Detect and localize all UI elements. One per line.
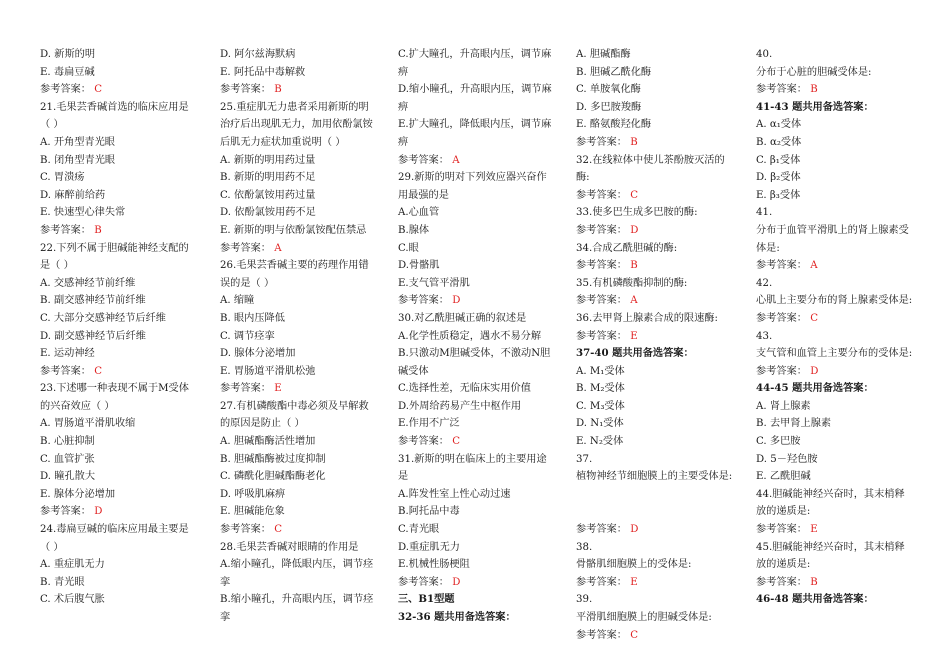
- question-text-line: B.阿托品中毒: [398, 506, 460, 518]
- section-heading: 44-45 题共用备选答案：: [756, 382, 874, 395]
- answer-value: D: [630, 524, 639, 536]
- question-text-line: D. N₁受体: [576, 418, 624, 430]
- question-text-line: 36.去甲肾上腺素合成的限速酶:: [576, 312, 718, 324]
- answer-line: [576, 328, 744, 346]
- answer-line: [398, 574, 566, 592]
- answer-label: 参考答案：: [576, 295, 627, 307]
- question-text-line: 是: [398, 471, 409, 483]
- blank-line: [576, 503, 744, 521]
- answer-label: 参考答案：: [40, 365, 91, 377]
- question-text-line: B. 去甲肾上腺素: [756, 418, 832, 430]
- question-text-line: 心肌上主要分布的肾上腺素受体是:: [756, 295, 913, 307]
- answer-label: 参考答案：: [40, 84, 91, 96]
- question-text-line: 酶:: [576, 172, 590, 184]
- question-text-line: 28.毛果芸香碱对眼睛的作用是: [220, 541, 359, 553]
- question-text-line: 后肌无力症状加重说明（ ）: [220, 136, 346, 148]
- question-text-line: 挛: [220, 612, 231, 623]
- question-text-line: B. 副交感神经节前纤维: [40, 295, 146, 307]
- question-text-line: 34.合成乙酰胆碱的酶:: [576, 242, 678, 254]
- answer-line: [576, 521, 744, 539]
- section-heading: 37-40 题共用备选答案：: [576, 347, 694, 360]
- question-text-line: D. 呼吸肌麻痹: [220, 488, 286, 500]
- answer-line: [756, 363, 928, 381]
- question-text-line: 25.重症肌无力患者采用新斯的明: [220, 101, 369, 113]
- text-column-5: [756, 46, 928, 609]
- question-text-line: 44.胆碱能神经兴奋时，其末梢释: [756, 488, 905, 500]
- answer-label: 参考答案：: [398, 576, 449, 588]
- answer-label: 参考答案：: [576, 629, 627, 641]
- question-text-line: E. N₂受体: [576, 436, 624, 448]
- question-text-line: 植物神经节细胞膜上的主要受体是:: [576, 471, 733, 483]
- question-text-line: B. 新斯的明用药不足: [220, 172, 316, 184]
- question-text-line: 平滑肌细胞膜上的胆碱受体是:: [576, 612, 712, 623]
- question-text-line: D. 新斯的明: [40, 49, 96, 60]
- question-text-line: 误的是（ ）: [220, 277, 275, 289]
- question-text-line: 23.下述哪一种表现不属于M受体: [40, 383, 189, 395]
- question-text-line: E. 酪氨酸羟化酶: [576, 119, 652, 131]
- section-heading: 三、B1型题: [398, 593, 455, 606]
- question-text-line: E. 腺体分泌增加: [40, 488, 116, 500]
- question-text-line: D. β₂受体: [756, 172, 801, 184]
- question-text-line: 痹: [398, 101, 409, 113]
- answer-line: [756, 521, 928, 539]
- question-text-line: 27.有机磷酸酯中毒必须及早解救: [220, 400, 369, 412]
- answer-line: [576, 257, 744, 275]
- question-text-line: B.只激动M胆碱受体，不激动N胆: [398, 348, 551, 360]
- text-column-1: [40, 46, 208, 609]
- answer-label: 参考答案：: [756, 524, 807, 536]
- answer-label: 参考答案：: [576, 260, 627, 272]
- question-text-line: 体是:: [756, 242, 780, 254]
- question-text-line: 分布于血管平滑肌上的肾上腺素受: [756, 224, 909, 236]
- answer-value: E: [630, 576, 638, 588]
- question-text-line: 骨骼肌细胞膜上的受体是:: [576, 559, 692, 571]
- answer-label: 参考答案：: [220, 84, 271, 96]
- question-text-line: E.机械性肠梗阻: [398, 559, 470, 571]
- answer-value: B: [94, 224, 102, 236]
- question-text-line: 用最强的是: [398, 189, 449, 201]
- answer-value: B: [810, 84, 818, 96]
- question-text-line: 33.使多巴生成多巴胺的酶:: [576, 207, 698, 219]
- question-text-line: C.扩大瞳孔，升高眼内压，调节麻: [398, 49, 552, 60]
- question-text-line: D.骨骼肌: [398, 260, 440, 272]
- question-text-line: E. 胆碱能危象: [220, 506, 285, 518]
- answer-value: C: [630, 629, 638, 641]
- answer-label: 参考答案：: [220, 383, 271, 395]
- answer-line: [576, 187, 744, 205]
- question-text-line: D. 瞳孔散大: [40, 471, 96, 483]
- text-column-3: [398, 46, 566, 627]
- blank-line: [576, 486, 744, 504]
- question-text-line: D. 依酚氯铵用药不足: [220, 207, 316, 219]
- question-text-line: E. 运动神经: [40, 348, 95, 360]
- answer-value: B: [630, 136, 638, 148]
- answer-line: [576, 292, 744, 310]
- question-text-line: D. 阿尔兹海默病: [220, 49, 296, 60]
- question-text-line: A. 新斯的明用药过量: [220, 154, 316, 166]
- question-text-line: D. 腺体分泌增加: [220, 348, 296, 360]
- question-text-line: 40.: [756, 49, 773, 60]
- question-text-line: 的兴奋效应（ ）: [40, 400, 115, 412]
- question-text-line: 30.对乙酰胆碱正确的叙述是: [398, 312, 527, 324]
- answer-line: [756, 257, 928, 275]
- answer-label: 参考答案：: [756, 576, 807, 588]
- answer-line: [576, 574, 744, 592]
- text-column-2: [220, 46, 388, 627]
- answer-value: C: [274, 524, 282, 536]
- answer-line: [40, 503, 208, 521]
- answer-label: 参考答案：: [398, 436, 449, 448]
- question-text-line: E. β₃受体: [756, 189, 801, 201]
- question-text-line: D.缩小瞳孔，升高眼内压，调节麻: [398, 84, 552, 96]
- question-text-line: B. 胆碱乙酰化酶: [576, 66, 652, 78]
- question-text-line: D.外周给药易产生中枢作用: [398, 400, 522, 412]
- question-text-line: A. 胆碱酯酶: [576, 49, 631, 60]
- question-text-line: A. M₁受体: [576, 365, 625, 377]
- question-text-line: C. 依酚氯铵用药过量: [220, 189, 316, 201]
- answer-line: [756, 574, 928, 592]
- answer-value: A: [274, 242, 282, 254]
- question-text-line: 挛: [220, 576, 231, 588]
- question-text-line: A. 胆碱酯酶活性增加: [220, 436, 316, 448]
- question-text-line: 21.毛果芸香碱首选的临床应用是: [40, 101, 189, 113]
- question-text-line: A. 开角型青光眼: [40, 136, 115, 148]
- answer-line: [756, 81, 928, 99]
- question-text-line: C. 术后腹气胀: [40, 594, 105, 606]
- question-text-line: A. 胃肠道平滑肌收缩: [40, 418, 136, 430]
- question-text-line: C. 大部分交感神经节后纤维: [40, 312, 166, 324]
- answer-value: C: [452, 436, 460, 448]
- question-text-line: D. 副交感神经节后纤维: [40, 330, 146, 342]
- question-text-line: 痹: [398, 136, 409, 148]
- question-text-line: 35.有机磷酸酯抑制的酶:: [576, 277, 688, 289]
- answer-value: E: [274, 383, 282, 395]
- answer-value: A: [810, 260, 818, 272]
- section-heading: 32-36 题共用备选答案：: [398, 611, 516, 623]
- answer-line: [576, 134, 744, 152]
- question-text-line: A.化学性质稳定，遇水不易分解: [398, 330, 542, 342]
- question-text-line: B. 胆碱酯酶被过度抑制: [220, 453, 326, 465]
- answer-label: 参考答案：: [398, 154, 449, 166]
- question-text-line: 45.胆碱能神经兴奋时，其末梢释: [756, 541, 905, 553]
- answer-label: 参考答案：: [40, 506, 91, 518]
- question-text-line: C. 多巴胺: [756, 436, 801, 448]
- question-text-line: （ ）: [40, 541, 64, 553]
- question-text-line: 支气管和血管上主要分布的受体是:: [756, 348, 913, 360]
- answer-line: [40, 363, 208, 381]
- text-column-4: [576, 46, 744, 644]
- question-text-line: A.心血管: [398, 207, 440, 219]
- answer-label: 参考答案：: [576, 576, 627, 588]
- answer-label: 参考答案：: [756, 84, 807, 96]
- question-text-line: D. 麻醉前给药: [40, 189, 106, 201]
- answer-value: A: [452, 154, 460, 166]
- question-text-line: 治疗后出现肌无力，加用依酚氯铵: [220, 119, 373, 131]
- question-text-line: C.选择性差，无临床实用价值: [398, 383, 531, 395]
- question-text-line: A. 重症肌无力: [40, 559, 105, 571]
- answer-value: C: [630, 189, 638, 201]
- answer-line: [220, 240, 388, 258]
- question-text-line: C. 单胺氧化酶: [576, 84, 641, 96]
- answer-value: D: [630, 224, 639, 236]
- answer-line: [40, 81, 208, 99]
- question-text-line: D. 多巴胺羧酶: [576, 101, 642, 113]
- question-text-line: 41.: [756, 207, 773, 219]
- answer-label: 参考答案：: [756, 312, 807, 324]
- section-heading: 46-48 题共用备选答案：: [756, 593, 874, 606]
- question-text-line: 是（ ）: [40, 260, 74, 272]
- answer-line: [576, 222, 744, 240]
- answer-label: 参考答案：: [576, 330, 627, 342]
- question-text-line: 37.: [576, 453, 593, 465]
- question-text-line: B. 青光眼: [40, 576, 85, 588]
- answer-line: [220, 380, 388, 398]
- question-text-line: 分布于心脏的胆碱受体是:: [756, 66, 872, 78]
- question-text-line: 32.在线粒体中使儿茶酚胺灭活的: [576, 154, 725, 166]
- question-text-line: B. M₂受体: [576, 383, 625, 395]
- answer-line: [576, 627, 744, 645]
- answer-value: C: [94, 365, 102, 377]
- answer-label: 参考答案：: [756, 365, 807, 377]
- question-text-line: E. 胃肠道平滑肌松弛: [220, 365, 316, 377]
- question-text-line: C. M₃受体: [576, 400, 625, 412]
- answer-label: 参考答案：: [576, 224, 627, 236]
- question-text-line: E. 新斯的明与依酚氯铵配伍禁忌: [220, 224, 367, 236]
- question-text-line: 24.毒扁豆碱的临床应用最主要是: [40, 524, 189, 536]
- answer-label: 参考答案：: [40, 224, 91, 236]
- question-text-line: 39.: [576, 594, 593, 606]
- question-text-line: 碱受体: [398, 365, 429, 377]
- answer-line: [220, 81, 388, 99]
- answer-value: B: [630, 260, 638, 272]
- question-text-line: B. 眼内压降低: [220, 312, 285, 324]
- question-text-line: E. 阿托品中毒解救: [220, 66, 306, 78]
- question-text-line: A. 缩瞳: [220, 295, 255, 307]
- answer-label: 参考答案：: [220, 524, 271, 536]
- question-text-line: E.扩大瞳孔，降低眼内压，调节麻: [398, 119, 552, 131]
- question-text-line: B.腺体: [398, 224, 430, 236]
- question-text-line: 痹: [398, 66, 409, 78]
- question-text-line: B.缩小瞳孔，升高眼内压，调节痉: [220, 594, 374, 606]
- answer-value: D: [452, 295, 461, 307]
- answer-line: [40, 222, 208, 240]
- question-text-line: 22.下列不属于胆碱能神经支配的: [40, 242, 189, 254]
- answer-value: C: [94, 84, 102, 96]
- answer-label: 参考答案：: [398, 295, 449, 307]
- answer-value: D: [810, 365, 819, 377]
- answer-line: [398, 433, 566, 451]
- question-text-line: A. 交感神经节前纤维: [40, 277, 136, 289]
- answer-line: [398, 152, 566, 170]
- question-text-line: 29.新斯的明对下列效应器兴奋作: [398, 172, 547, 184]
- answer-line: [756, 310, 928, 328]
- answer-label: 参考答案：: [576, 189, 627, 201]
- question-text-line: E.作用不广泛: [398, 418, 460, 430]
- answer-value: D: [94, 506, 103, 518]
- question-text-line: C. 血管扩张: [40, 453, 95, 465]
- question-text-line: 43.: [756, 330, 773, 342]
- question-text-line: 42.: [756, 277, 773, 289]
- question-text-line: D. 5－羟色胺: [756, 453, 818, 465]
- question-text-line: B. 心脏抑制: [40, 436, 95, 448]
- answer-value: E: [810, 524, 818, 536]
- question-text-line: A. α₁受体: [756, 119, 802, 131]
- answer-value: C: [810, 312, 818, 324]
- question-text-line: 31.新斯的明在临床上的主要用途: [398, 453, 547, 465]
- question-text-line: C. 磷酰化胆碱酯酶老化: [220, 471, 326, 483]
- question-text-line: C. 调节痉挛: [220, 330, 275, 342]
- question-text-line: B. 闭角型青光眼: [40, 154, 116, 166]
- question-text-line: C. 胃溃疡: [40, 172, 85, 184]
- question-text-line: E. 毒扁豆碱: [40, 66, 95, 78]
- question-text-line: （ ）: [40, 119, 64, 131]
- answer-value: B: [274, 84, 282, 96]
- question-text-line: 放的递质是:: [756, 559, 811, 571]
- answer-label: 参考答案：: [576, 136, 627, 148]
- question-text-line: A.阵发性室上性心动过速: [398, 488, 511, 500]
- answer-label: 参考答案：: [220, 242, 271, 254]
- question-text-line: 26.毛果芸香碱主要的药理作用错: [220, 260, 369, 272]
- question-text-line: D.重症肌无力: [398, 541, 460, 553]
- answer-value: D: [452, 576, 461, 588]
- answer-label: 参考答案：: [576, 524, 627, 536]
- question-text-line: E. 快速型心律失常: [40, 207, 126, 219]
- answer-value: A: [630, 295, 638, 307]
- question-text-line: 38.: [576, 541, 593, 553]
- question-text-line: 的原因是防止（ ）: [220, 418, 305, 430]
- answer-line: [398, 292, 566, 310]
- answer-label: 参考答案：: [756, 260, 807, 272]
- answer-line: [220, 521, 388, 539]
- question-text-line: C.眼: [398, 242, 419, 254]
- section-heading: 41-43 题共用备选答案：: [756, 100, 874, 113]
- answer-value: B: [810, 576, 818, 588]
- question-text-line: E.支气管平滑肌: [398, 277, 470, 289]
- question-text-line: C.青光眼: [398, 524, 440, 536]
- question-text-line: E. 乙酰胆碱: [756, 471, 811, 483]
- question-text-line: A. 肾上腺素: [756, 400, 811, 412]
- question-text-line: C. β₁受体: [756, 154, 801, 166]
- question-text-line: B. α₂受体: [756, 136, 802, 148]
- answer-value: E: [630, 330, 638, 342]
- question-text-line: 放的递质是:: [756, 506, 811, 518]
- question-text-line: A.缩小瞳孔，降低眼内压，调节痉: [220, 559, 374, 571]
